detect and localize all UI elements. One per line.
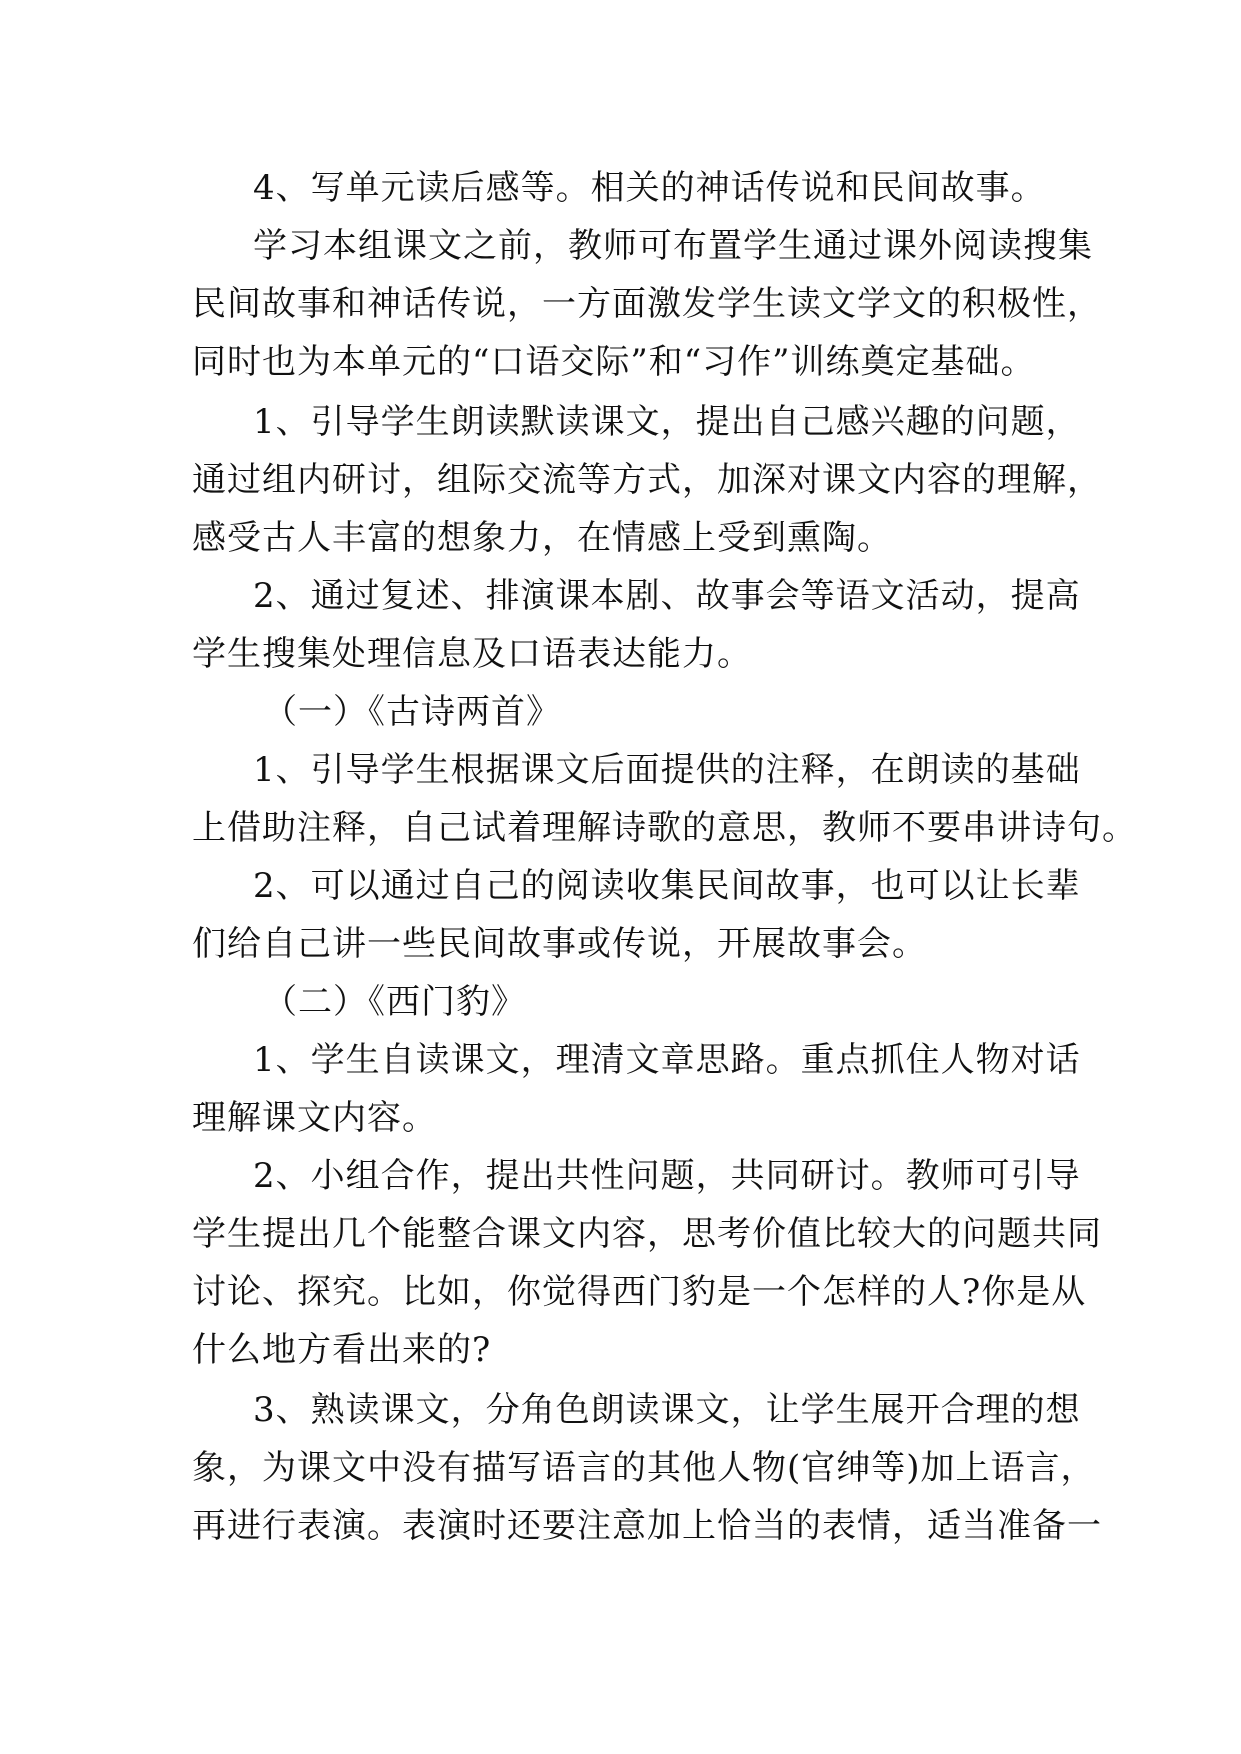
text-line: 们给自己讲一些民间故事或传说，开展故事会。: [192, 924, 927, 964]
text-line: 再进行表演。表演时还要注意加上恰当的表情，适当准备一: [192, 1506, 1102, 1546]
text-line: 讨论、探究。比如，你觉得西门豹是一个怎样的人?你是从: [192, 1272, 1087, 1312]
text-line: 2、可以通过自己的阅读收集民间故事，也可以让长辈: [253, 866, 1081, 906]
text-line: 2、通过复述、排演课本剧、故事会等语文活动，提高: [253, 576, 1081, 616]
text-line: 4、写单元读后感等。相关的神话传说和民间故事。: [253, 168, 1046, 208]
text-line: 民间故事和神话传说，一方面激发学生读文学文的积极性，: [192, 284, 1102, 324]
text-line: 1、学生自读课文，理清文章思路。重点抓住人物对话: [253, 1040, 1081, 1080]
text-line: 3、熟读课文，分角色朗读课文，让学生展开合理的想: [253, 1390, 1081, 1430]
text-line: 学习本组课文之前，教师可布置学生通过课外阅读搜集: [253, 226, 1093, 266]
text-line: 通过组内研讨，组际交流等方式，加深对课文内容的理解，: [192, 460, 1102, 500]
section-heading: （一）《古诗两首》: [263, 692, 561, 732]
text-line: 1、引导学生朗读默读课文，提出自己感兴趣的问题，: [253, 402, 1081, 442]
section-heading: （二）《西门豹》: [263, 982, 526, 1022]
text-line: 象，为课文中没有描写语言的其他人物(官绅等)加上语言，: [192, 1448, 1096, 1488]
text-line: 1、引导学生根据课文后面提供的注释，在朗读的基础: [253, 750, 1081, 790]
text-line: 什么地方看出来的?: [192, 1330, 492, 1370]
text-line: 学生提出几个能整合课文内容，思考价值比较大的问题共同: [192, 1214, 1102, 1254]
text-line: 学生搜集处理信息及口语表达能力。: [192, 634, 752, 674]
text-line: 上借助注释，自己试着理解诗歌的意思，教师不要串讲诗句。: [192, 808, 1137, 848]
text-line: 2、小组合作，提出共性问题，共同研讨。教师可引导: [253, 1156, 1081, 1196]
text-line: 理解课文内容。: [192, 1098, 437, 1138]
text-line: 感受古人丰富的想象力，在情感上受到熏陶。: [192, 518, 892, 558]
text-line: 同时也为本单元的“口语交际”和“习作”训练奠定基础。: [192, 342, 1036, 382]
